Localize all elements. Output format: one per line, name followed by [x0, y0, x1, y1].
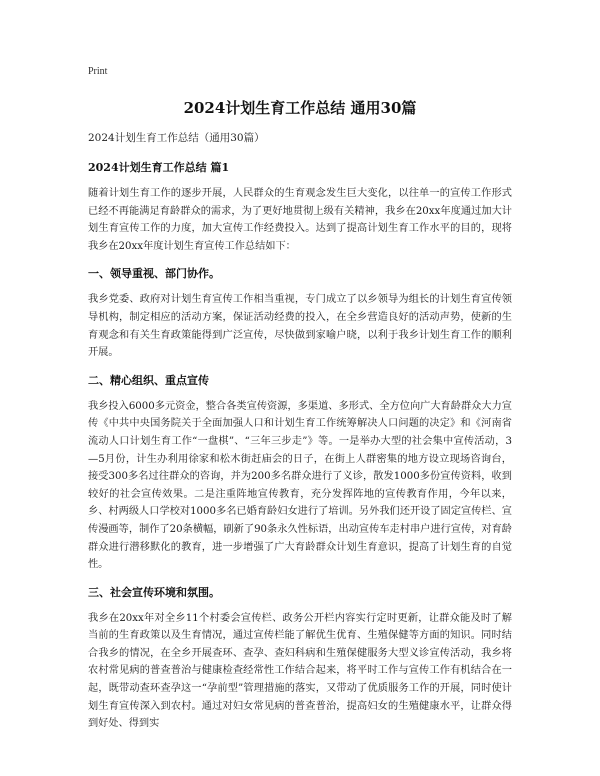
- section-body-environment: 我乡在20xx年对全乡11个村委会宣传栏、政务公开栏内容实行定时更新，让群众能及时了解当前的生育政策以及生育情况，通过宣传栏能了解优生优育、生殖保健等方面的知识。同时结合我乡的情况，在全乡开展查环、查孕、查妇科病和生殖保健服务大型义诊宣传活动，我乡将农村常见病的普查普治与健康检查经常性工作结合起来，将平时工作与宣传工作有机结合在一起，既带动查环查孕这一“孕前型”管理措施的落实，又带动了优质服务工作的开展，同时使计划生育宣传深入到农村。通过对妇女常见病的普查普治，提高妇女的生殖健康水平，让群众得到好处、得到实: [88, 612, 512, 730]
- intro-paragraph: 随着计划生育工作的逐步开展，人民群众的生育观念发生巨大变化，以往单一的宣传工作形式已经不再能满足育龄群众的需求，为了更好地贯彻上级有关精神，我乡在20xx年度通过加大计划生育宣传工作的力度，加大宣传工作经费投入。达到了提高计划生育工作水平的目的，现将我乡在20xx年度计划生育宣传工作总结如下：: [88, 188, 512, 252]
- document-title: 2024计划生育工作总结 通用30篇: [183, 99, 417, 117]
- section-body-organization: 我乡投入6000多元资金，整合各类宣传资源，多渠道、多形式、全方位向广大育龄群众大力宣传《中共中央国务院关于全面加强人口和计划生育工作统筹解决人口问题的决定》和《河南省流动人口计划生育工作“一盘棋”、“三年三步走”》等。一是举办大型的社会集中宣传活动，3—5月份，计生办利用徐家和松木街赶庙会的日子，在街上人群密集的地方设立现场咨询台，接受300多名过往群众的咨询，并为200多名群众进行了义诊，散发1000多份宣传资料，收到较好的社会宣传效果。二是注重阵地宣传教育，充分发挥阵地的宣传教育作用，今年以来，乡、村两级人口学校对1000多名已婚育龄妇女进行了培训。另外我们还开设了固定宣传栏、宣传漫画等，制作了20条横幅，刷新了90条永久性标语，出动宣传车走村串户进行宣传，对育龄群众进行潜移默化的教育，进一步增强了广大育龄群众计划生育意识，提高了计划生育的自觉性。: [88, 400, 512, 571]
- section-heading-environment: 三、社会宣传环境和氛围。: [88, 585, 220, 599]
- section-heading-leadership: 一、领导重视、部门协作。: [88, 267, 220, 281]
- part-title: 2024计划生育工作总结 篇1: [88, 161, 230, 174]
- print-label: Print: [88, 66, 108, 77]
- document-subtitle: 2024计划生育工作总结（通用30篇）: [88, 132, 265, 144]
- section-heading-organization: 二、精心组织、重点宣传: [88, 373, 209, 387]
- section-body-leadership: 我乡党委、政府对计划生育宣传工作相当重视，专门成立了以乡领导为组长的计划生育宣传领导机构，制定相应的活动方案，保证活动经费的投入，在全乡营造良好的活动声势，使新的生育观念和有关生育政策能得到广泛宣传，尽快做到家喻户晓，以利于我乡计划生育工作的顺利开展。: [88, 294, 512, 359]
